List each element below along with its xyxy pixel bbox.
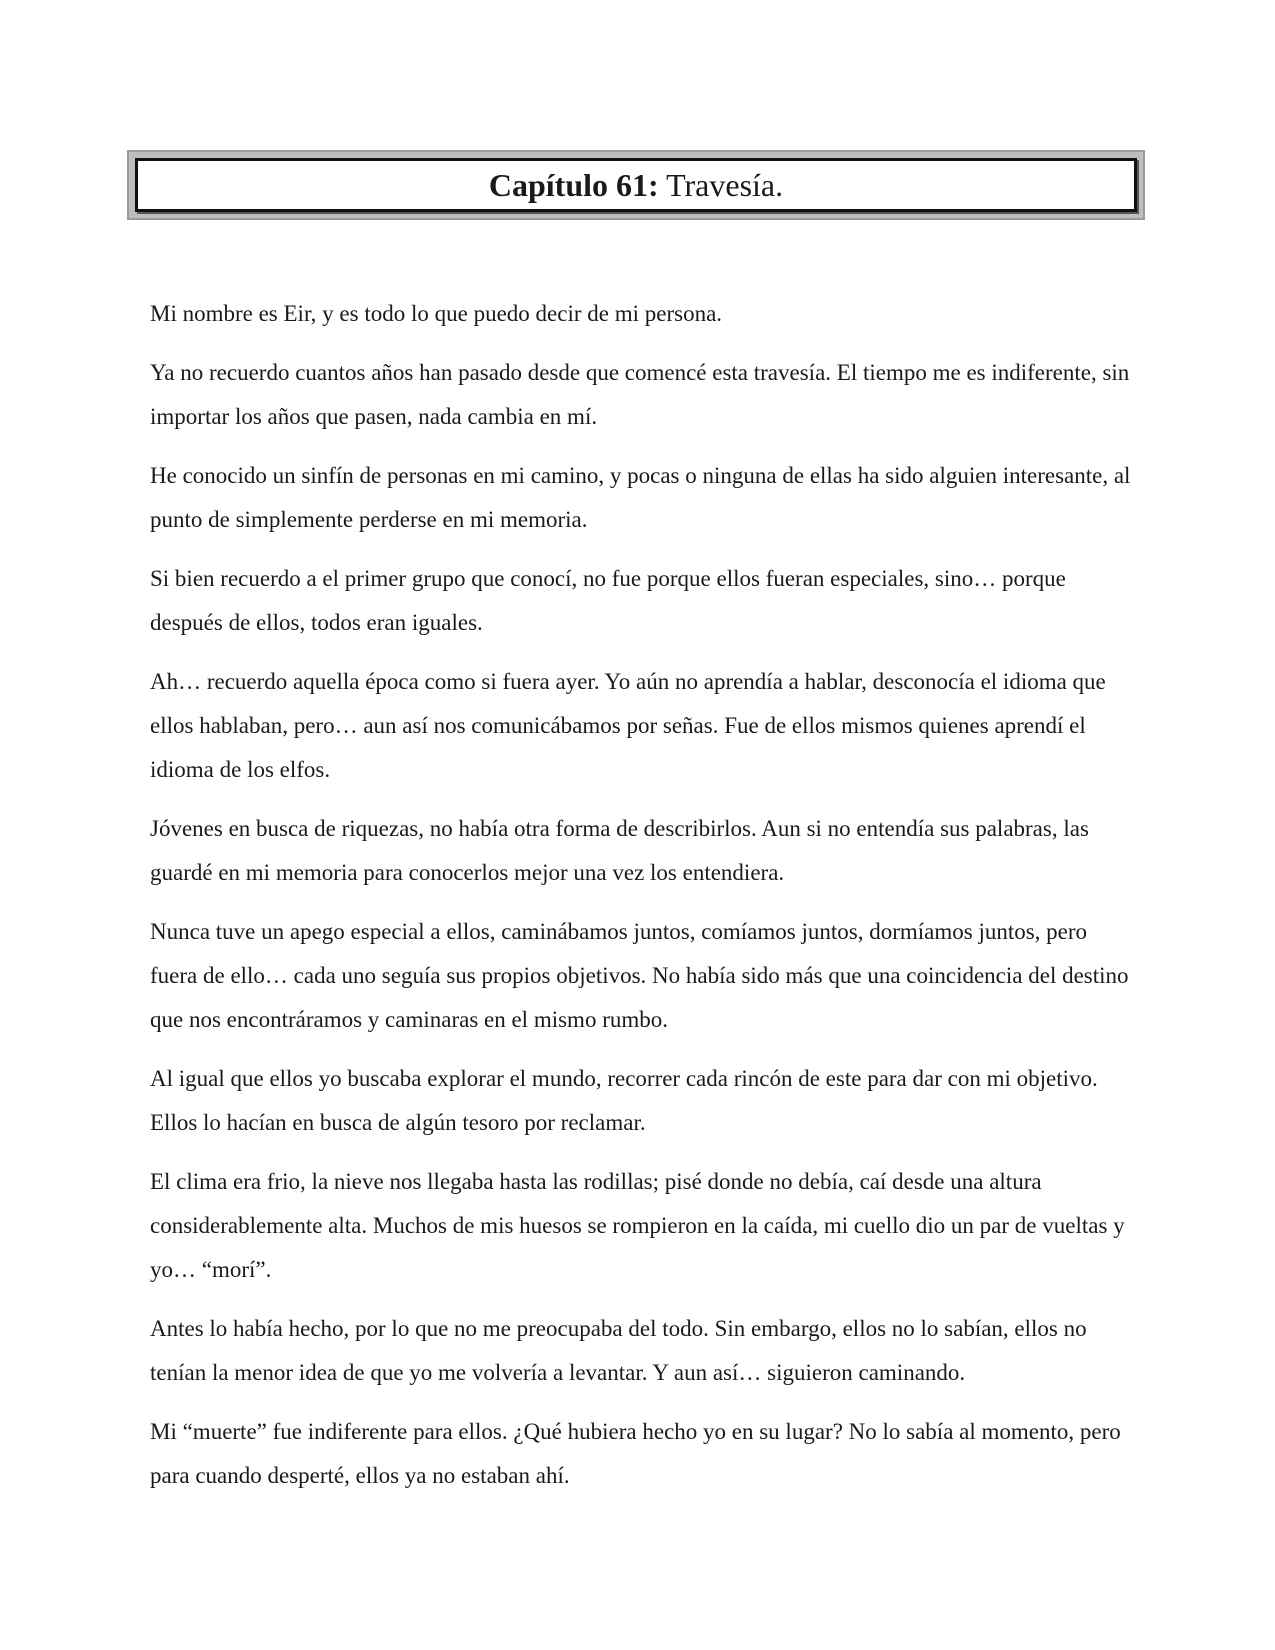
paragraph: Nunca tuve un apego especial a ellos, caminábamos juntos, comíamos juntos, dormíamos juntos, pero fuera de ello… cada uno seguía sus propios objetivos. No había sido más que una coincidencia del destino que nos encontráramos y caminaras en el mismo rumbo.	[150, 919, 1129, 1032]
chapter-body	[150, 292, 1135, 1513]
paragraph: Jóvenes en busca de riquezas, no había otra forma de describirlos. Aun si no entendía sus palabras, las guardé en mi memoria para conocerlos mejor una vez los entendiera.	[150, 816, 1089, 885]
paragraph: Antes lo había hecho, por lo que no me preocupaba del todo. Sin embargo, ellos no lo sabían, ellos no tenían la menor idea de que yo me volvería a levantar. Y aun así… siguieron caminando.	[150, 1316, 1087, 1385]
chapter-label: Capítulo 61:	[488, 167, 659, 203]
paragraph: Ya no recuerdo cuantos años han pasado desde que comencé esta travesía. El tiempo me es indiferente, sin importar los años que pasen, nada cambia en mí.	[150, 360, 1130, 429]
paragraph: Si bien recuerdo a el primer grupo que conocí, no fue porque ellos fueran especiales, sino… porque después de ellos, todos eran iguales.	[150, 566, 1066, 635]
paragraph: Mi nombre es Eir, y es todo lo que puedo decir de mi persona.	[150, 301, 723, 326]
chapter-title: Travesía.	[666, 167, 784, 203]
paragraph: El clima era frio, la nieve nos llegaba hasta las rodillas; pisé donde no debía, caí desde una altura considerablemente alta. Muchos de mis huesos se rompieron en la caída, mi cuello dio un par de vueltas y yo… “morí”.	[150, 1169, 1125, 1282]
paragraph: Ah… recuerdo aquella época como si fuera ayer. Yo aún no aprendía a hablar, desconocía el idioma que ellos hablaban, pero… aun así nos comunicábamos por señas. Fue de ellos mismos quienes aprendí el idioma de los elfos.	[150, 669, 1106, 782]
paragraph: Al igual que ellos yo buscaba explorar el mundo, recorrer cada rincón de este para dar con mi objetivo. Ellos lo hacían en busca de algún tesoro por reclamar.	[150, 1066, 1098, 1135]
paragraph: Mi “muerte” fue indiferente para ellos. ¿Qué hubiera hecho yo en su lugar? No lo sabía al momento, pero para cuando desperté, ellos ya no estaban ahí.	[150, 1419, 1121, 1488]
chapter-title-box	[127, 150, 1145, 220]
chapter-heading	[489, 169, 783, 201]
chapter-title-inner	[135, 158, 1137, 212]
paragraph: He conocido un sinfín de personas en mi camino, y pocas o ninguna de ellas ha sido alguien interesante, al punto de simplemente perderse en mi memoria.	[150, 463, 1131, 532]
